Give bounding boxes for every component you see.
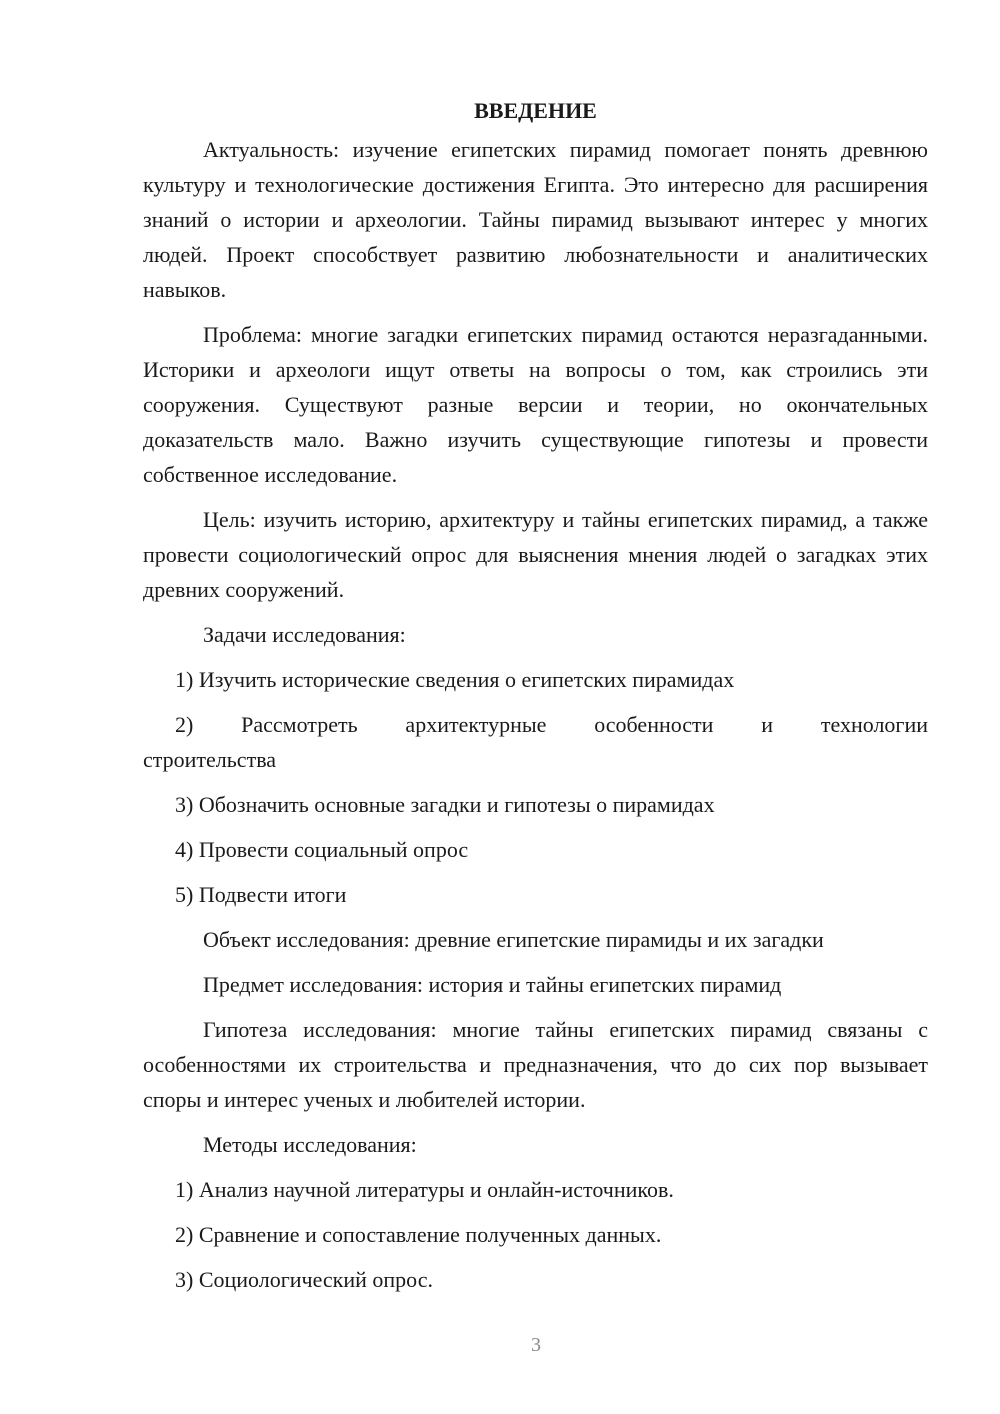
tasks-heading: Задачи исследования: <box>203 622 406 647</box>
method-item-2: 2) Сравнение и сопоставление полученных данных. <box>175 1222 662 1247</box>
document-page <box>143 96 928 1307</box>
object-line: Объект исследования: древние египетские пирамиды и их загадки <box>203 927 824 952</box>
goal-paragraph: Цель: изучить историю, архитектуру и тайны египетских пирамид, а также провести социологический опрос для выяснения мнения людей о загадках этих древних сооружений. <box>143 507 928 602</box>
method-item-3: 3) Социологический опрос. <box>175 1267 433 1292</box>
task-item-4: 4) Провести социальный опрос <box>175 837 469 862</box>
problem-paragraph: Проблема: многие загадки египетских пирамид остаются неразгаданными. Историки и археологи ищут ответы на вопросы о том, как строились эти сооружения. Существуют разные версии и теории, но окончательных доказательств мало. Важно изучить существующие гипотезы и провести собственное исследование. <box>143 322 928 487</box>
page-number: 3 <box>531 1334 541 1356</box>
task-item-2: 2) Рассмотреть архитектурные особенности и технологии строительства <box>143 712 928 772</box>
relevance-paragraph: Актуальность: изучение египетских пирамид помогает понять древнюю культуру и технологические достижения Египта. Это интересно для расширения знаний о истории и археологии. Тайны пирамид вызывают интерес у многих людей. Проект способствует развитию любознательности и аналитических навыков. <box>143 137 928 302</box>
method-item-1: 1) Анализ научной литературы и онлайн-источников. <box>175 1177 674 1202</box>
hypothesis-paragraph: Гипотеза исследования: многие тайны египетских пирамид связаны с особенностями их строительства и предназначения, что до сих пор вызывает споры и интерес ученых и любителей истории. <box>143 1017 928 1112</box>
methods-heading: Методы исследования: <box>203 1132 417 1157</box>
task-item-3: 3) Обозначить основные загадки и гипотезы о пирамидах <box>175 792 715 817</box>
task-item-5: 5) Подвести итоги <box>175 882 347 907</box>
subject-line: Предмет исследования: история и тайны египетских пирамид <box>203 972 782 997</box>
section-title: ВВЕДЕНИЕ <box>474 98 597 123</box>
task-item-1: 1) Изучить исторические сведения о египетских пирамидах <box>175 667 735 692</box>
